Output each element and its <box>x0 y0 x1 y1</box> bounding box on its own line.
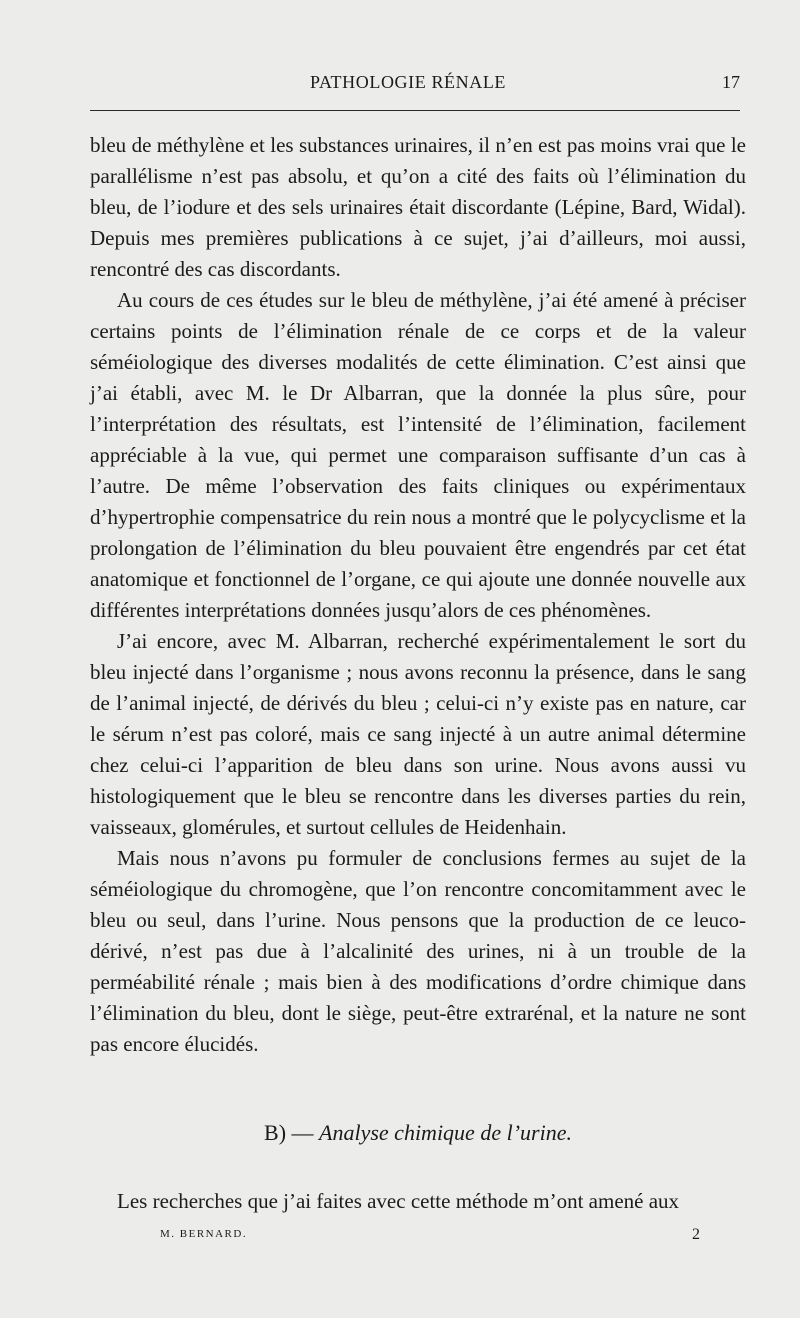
page-header <box>90 72 740 100</box>
paragraph-3: J’ai encore, avec M. Albarran, recherché expérimentalement le sort du bleu injecté dans l’organisme ; nous avons reconnu la présence, dans le sang de l’animal injecté, de dérivés du bleu ; celui-ci n’y existe pas en nature, car le sérum n’est pas coloré, mais ce sang injecté à un autre animal détermine chez celui-ci l’apparition de bleu dans son urine. Nous avons aussi vu histologiquement que le bleu se rencontre dans les diverses parties du rein, vaisseaux, glomérules, et surtout cellules de Heidenhain. <box>90 629 746 839</box>
section-heading <box>90 1120 746 1146</box>
paragraph-1: bleu de méthylène et les substances urinaires, il n’en est pas moins vrai que le parallélisme n’est pas absolu, et qu’on a cité des faits où l’élimination du bleu, de l’iodure et des sels urinaires était discordante (Lépine, Bard, Widal). Depuis mes premières publications à ce sujet, j’ai d’ailleurs, moi aussi, rencontré des cas discordants. <box>90 133 746 281</box>
printer-signature: M. BERNARD. <box>160 1228 248 1240</box>
sheet-number: 2 <box>692 1226 700 1243</box>
paragraph-4: Mais nous n’avons pu formuler de conclusions fermes au sujet de la séméiologique du chromogène, que l’on rencontre concomitamment avec le bleu ou seul, dans l’urine. Nous pensons que la production de ce leuco-dérivé, n’est pas due à l’alcalinité des urines, ni à un trouble de la perméabilité rénale ; mais bien à des modifications d’ordre chimique dans l’élimination du bleu, dont le siège, peut-être extrarénal, et la nature ne sont pas encore élucidés. <box>90 846 746 1056</box>
section-title: Analyse chimique de l’urine. <box>319 1120 572 1145</box>
page-number: 17 <box>722 72 740 92</box>
paragraph-2: Au cours de ces études sur le bleu de méthylène, j’ai été amené à préciser certains points de l’élimination rénale de ce corps et de la valeur séméiologique des diverses modalités de cette élimination. C’est ainsi que j’ai établi, avec M. le Dr Albarran, que la donnée la plus sûre, pour l’interprétation des résultats, est l’intensité de l’élimination, facilement appréciable à la vue, qui permet une comparaison suffisante d’un cas à l’autre. De même l’observation des faits cliniques ou expérimentaux d’hypertrophie compensatrice du rein nous a montré que le polycyclisme et la prolongation de l’élimination du bleu pouvaient être engendrés par cet état anatomique et fonctionnel de l’organe, ce qui ajoute une donnée nouvelle aux différentes interprétations données jusqu’alors de ces phénomènes. <box>90 288 746 622</box>
section-label: B) — <box>264 1120 314 1145</box>
page-footer <box>160 1228 700 1252</box>
running-head: PATHOLOGIE RÉNALE <box>310 72 507 92</box>
body-text <box>90 130 746 1060</box>
continuation-line: Les recherches que j’ai faites avec cette méthode m’ont amené aux <box>117 1189 680 1213</box>
header-rule <box>90 110 740 111</box>
